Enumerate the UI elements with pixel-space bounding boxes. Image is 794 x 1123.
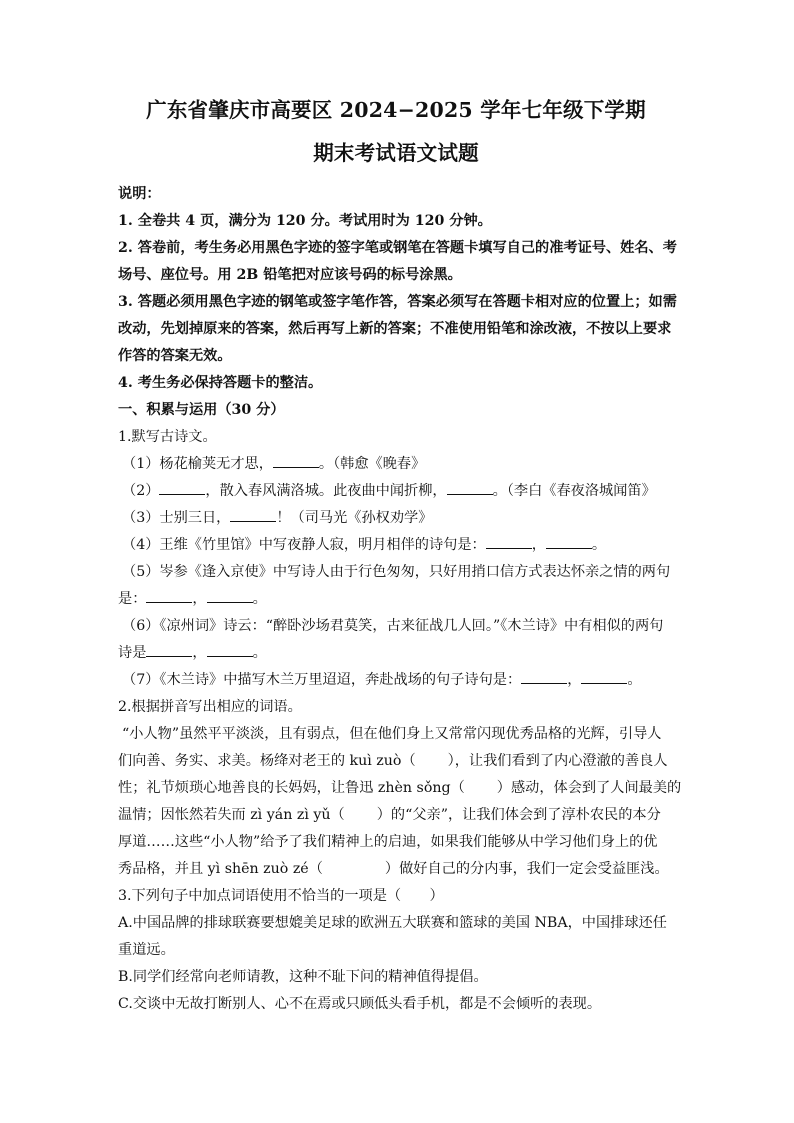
q1-item-6: （6）《凉州词》诗云：“醉卧沙场君莫笑，古来征战几人回。”《木兰诗》中有相似的两句 (122, 618, 664, 634)
q2-text: 们向善、务实、求美。杨绛对老王的 kuì zuò（ (118, 753, 416, 769)
q1-item-2 (118, 478, 674, 505)
q2-text: ）的“父亲”，让我们体会到了淳朴农民的本分 (376, 807, 661, 823)
question-1-stem: 1.默写古诗文。 (118, 429, 217, 445)
section-heading: 一、积累与运用（30 分） (118, 402, 285, 418)
answer-blank[interactable] (207, 641, 253, 657)
q1-item-5-cont (118, 586, 674, 613)
question-3-stem: 3.下列句子中加点词语使用不恰当的一项是（ ） (118, 888, 444, 904)
q1-text: 。（李白《春夜洛城闻笛》 (492, 483, 656, 499)
q3-option-b[interactable]: B.同学们经常向老师请教，这种不耻下问的精神值得提倡。 (118, 969, 488, 985)
q1-item-4 (118, 532, 674, 559)
instructions-label: 说明： (118, 186, 161, 202)
q2-text: 温情；因怅然若失而 zì yán zì yǔ（ (118, 807, 345, 823)
instruction-item: 改动，先划掉原来的答案，然后再写上新的答案；不准使用铅笔和涂改液，不按以上要求 (118, 321, 672, 337)
q3-option-a-cont: 重道远。 (118, 942, 175, 958)
answer-blank[interactable] (546, 533, 592, 549)
q2-paragraph-line: “小人物”虽然平平淡淡，且有弱点，但在他们身上又常常闪现优秀品格的光辉，引导人 (122, 726, 662, 742)
q1-text: ， (531, 537, 546, 553)
q1-text: 。 (591, 537, 607, 553)
q3-option-c[interactable]: C.交谈中无故打断别人、心不在焉或只顾低头看手机，都是不会倾听的表现。 (118, 996, 602, 1012)
q1-text: （3）士别三日， (122, 510, 231, 526)
q1-text: ， (192, 645, 207, 661)
instruction-item: 1. 全卷共 4 页，满分为 120 分。考试用时为 120 分钟。 (118, 213, 492, 229)
instruction-item: 2. 答卷前，考生务必用黑色字迹的签字笔或钢笔在答题卡填写自己的准考证号、姓名、考 (118, 240, 677, 256)
exam-title-line2: 期末考试语文试题 (313, 140, 479, 165)
q1-text: 。 (252, 645, 267, 661)
q1-text: ！（司马光《孙权劝学》 (276, 510, 433, 526)
q2-paragraph-line (118, 802, 674, 829)
q1-text: 。 (627, 672, 642, 688)
q2-text: 性；礼节烦琐心地善良的长妈妈，让鲁迅 zhèn sǒng（ (118, 780, 465, 796)
q2-text: 秀品格，并且 yì shēn zuò zé（ (118, 861, 323, 877)
instruction-item: 3. 答题必须用黑色字迹的钢笔或签字笔作答，答案必须写在答题卡相对应的位置上；如需 (118, 294, 677, 310)
instruction-item: 场号、座位号。用 2B 铅笔把对应该号码的标号涂黑。 (118, 267, 462, 283)
exam-body (118, 181, 682, 1018)
q1-text: 诗是 (118, 645, 147, 661)
q1-text: ， (192, 591, 207, 607)
q1-text: ， (567, 672, 582, 688)
answer-blank[interactable] (207, 587, 253, 603)
q1-text: （4）王维《竹里馆》中写夜静人寂，明月相伴的诗句是： (122, 537, 486, 553)
q1-text: ，散入春风满洛城。此夜曲中闻折柳， (205, 483, 447, 499)
q1-item-7 (118, 667, 674, 694)
instruction-item: 4. 考生务必保持答题卡的整洁。 (118, 375, 323, 391)
q2-paragraph-line (118, 748, 674, 775)
q2-paragraph-line (118, 856, 674, 883)
q1-item-5: （5）岑参《逢入京使》中写诗人由于行色匆匆，只好用捎口信方式表达怀亲之情的两句 (122, 564, 671, 580)
q1-text: （2） (122, 483, 160, 499)
instruction-item: 作答的答案无效。 (118, 348, 232, 364)
answer-blank[interactable] (146, 587, 192, 603)
q2-paragraph-line: 厚道……这些“小人物”给予了我们精神上的启迪，如果我们能够从中学习他们身上的优 (118, 834, 658, 850)
q1-item-1 (118, 451, 674, 478)
answer-blank[interactable] (486, 533, 532, 549)
q1-item-3 (118, 505, 674, 532)
exam-title-line1: 广东省肇庆市高要区 2024−2025 学年七年级下学期 (146, 98, 646, 122)
question-2-stem: 2.根据拼音写出相应的词语。 (118, 699, 302, 715)
answer-blank[interactable] (521, 668, 567, 684)
answer-blank[interactable] (146, 641, 192, 657)
answer-blank[interactable] (159, 479, 205, 495)
answer-blank[interactable] (581, 668, 627, 684)
q1-text: （7）《木兰诗》中描写木兰万里迢迢，奔赴战场的句子诗句是： (122, 672, 522, 688)
q2-text: ），让我们看到了内心澄澈的善良人 (447, 753, 668, 769)
q3-option-a[interactable]: A.中国品牌的排球联赛要想媲美足球的欧洲五大联赛和篮球的美国 NBA，中国排球还任 (118, 915, 667, 931)
answer-blank[interactable] (447, 479, 493, 495)
q1-text: 。 (252, 591, 267, 607)
q2-paragraph-line (118, 775, 682, 802)
q1-item-6-cont (118, 640, 674, 667)
answer-blank[interactable] (230, 506, 276, 522)
answer-blank[interactable] (273, 452, 319, 468)
q2-text: ）感动，体会到了人间最美的 (496, 780, 682, 796)
q2-text: ）做好自己的分内事，我们一定会受益匪浅。 (384, 861, 669, 877)
q1-text: （1）杨花榆荚无才思， (122, 456, 273, 472)
q1-text: 是： (118, 591, 147, 607)
q1-text: 。（韩愈《晚春》 (318, 456, 426, 472)
